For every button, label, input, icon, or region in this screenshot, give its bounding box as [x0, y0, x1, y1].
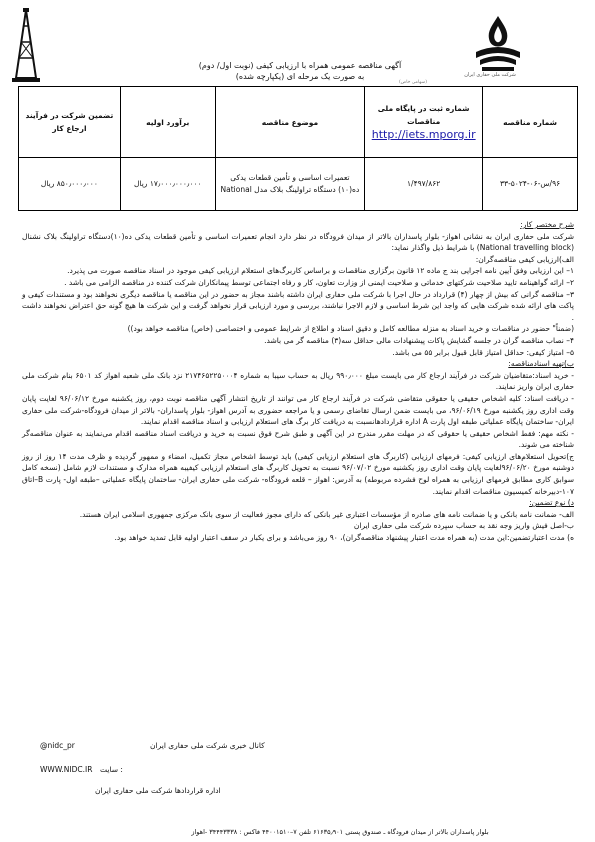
tender-table — [18, 86, 578, 211]
notice-body — [22, 219, 574, 544]
section-brief-heading: شرح مختصر کار: — [520, 220, 574, 229]
logo-caption: شرکت ملی حفاری ایران — [464, 72, 516, 78]
guarantee-validity: ه) مدت اعتبارتضمین:این مدت (به همراه مدت اعتبار پیشنهاد مناقصه‌گران)، ۹۰ روز می‌باشد و برای یکبار در سقف اعتبار اولیه قابل تمدید خواهد بود. — [114, 533, 574, 543]
footer-address: بلوار پاسداران بالاتر از میدان فرودگاه ـ صندوق پستی ۶۱۶۳۵٫۹۰۱ تلفن ۷–۴۴۰۰۱۵۱۰ فاکس : ۳۴۴۴۳۳۳۸ -اهواز — [191, 828, 489, 836]
header-guarantee: تضمین شرکت در فرآیند ارجاع کار — [19, 87, 121, 158]
condition-2: ۲– ارائه گواهینامه تایید صلاحیت شرکتهای خدماتی و صلاحیت ایمنی از وزارت تعاون، کار و رفاه اجتماعی توسط پیمانکاران شرکت کننده در مناقصه الزامی می باشد . — [64, 277, 574, 287]
company-logo-icon — [468, 12, 528, 76]
condition-note: (ضمناً" حضور در مناقصات و خرید اسناد به منزله مطالعه کامل و دقیق اسناد و اطلاع از شرایط عمومی و اختصاصی (خاص) مناقصه خواهد بود)) — [127, 324, 574, 334]
condition-1: ۱– این ارزیابی وفق آیین نامه اجرایی بند ج ماده ۱۲ قانون برگزاری مناقصات و براساس کاربرگ‌های استعلام ارزیابی کیفی موجود در اسناد مناقصه صورت می پذیرد. — [67, 266, 574, 276]
drilling-rig-icon — [8, 8, 44, 84]
title-line-1: آگهی مناقصه عمومی همراه با ارزیابی کیفی (نوبت اول/ دوم) — [198, 61, 402, 70]
logo-caption-small: (سهامی خاص) — [399, 80, 427, 85]
cell-tender-number: ۹۶/س-۰۶-۵۰۲۴-۳۳ — [483, 158, 578, 211]
condition-4: ۴– نصاب مناقصه گران در جلسه گشایش پاکات پیشنهادات مالی حداقل سه(۳) مناقصه گر می باشد. — [264, 335, 574, 345]
header-registration — [365, 87, 483, 158]
condition-3: ۳– مناقصه گرانی که بیش از چهار (۴) قرارداد در حال اجرا با شرکت ملی حفاری ایران داشته باشند مجاز به حضور در این مناقصه یا مناقصه دیگری نخواهند بود و مستندات کیفی و پاکت های ارائه شده شرکت هایی که واجد این شرط اساسی و لازم الاجرا نباشند، بررسی و مورد ارزیابی قرار نخواهد گرفت و این شرکت ها هیچ گونه حق اعتراض نخواهند داشت . — [22, 289, 574, 322]
cell-guarantee: ۸۵۰٫۰۰۰٫۰۰۰ ریال — [19, 158, 121, 211]
table-header-row — [19, 87, 578, 158]
section-a-heading: الف)ارزیابی کیفی مناقصه‌گران: — [475, 254, 574, 264]
iets-link[interactable]: http://iets.mporg.ir — [371, 128, 476, 141]
notice-title — [150, 60, 450, 82]
title-line-2: به صورت یک مرحله ای (یکپارچه شده) — [235, 72, 365, 81]
header-registration-label: شماره ثبت در پایگاه ملی مناقصات — [377, 104, 470, 126]
telegram-label: کانال خبری شرکت ملی حفاری ایران — [150, 741, 265, 750]
telegram-handle[interactable]: @nidc_pr — [40, 741, 75, 750]
section-b-heading: ب)تهیه اسنادمناقصه: — [508, 359, 574, 369]
guarantee-type-a: الف- ضمانت نامه بانکی و یا ضمانت نامه های صادره از مؤسسات اعتباری غیر بانکی که دارای مجوز فعالیت از سوی بانک مرکزی جمهوری اسلامی ایران هستند. — [79, 509, 574, 519]
cell-subject: تعمیرات اساسی و تأمین قطعات یدکی ده(۱۰) دستگاه تراولینگ بلاک مدل National — [215, 158, 365, 211]
site-url[interactable]: WWW.NIDC.IR — [40, 765, 93, 774]
purchase-documents: - خرید اسناد:متقاضیان شرکت در فرآیند ارجاع کار می بایست مبلغ ۹۹۰٫۰۰۰ ریال به حساب سیبا به شماره ۲۱۷۴۶۵۲۲۵۰۰۰۴ نزد بانک ملی شعبه اهواز کد ۶۵۰۱ بنام شرکت ملی حفاری ایران واریز نمایند. — [22, 370, 574, 392]
guarantee-type-b: ب-اصل فیش واریز وجه نقد به حساب سپرده شرکت ملی حفاری ایران — [353, 521, 574, 531]
header-estimate: برآورد اولیه — [120, 87, 215, 158]
condition-5: ۵– امتیاز کیفی: حداقل امتیاز قابل قبول برابر ۵۵ می باشد. — [392, 347, 574, 357]
table-row — [19, 158, 578, 211]
header-subject: موضوع مناقصه — [215, 87, 365, 158]
important-note: - نکته مهم: فقط اشخاص حقیقی یا حقوقی که در مهلت مقرر مندرج در این آگهی و طبق شرح فوق نسبت به خرید و دریافت اسناد مناقصه اقدام می‌نمایند به عنوان مناقصه‌گر شناخته می شوند. — [22, 428, 574, 450]
section-d-heading: د) نوع تضمین: — [529, 498, 574, 508]
cell-registration-number: ۱/۴۹۷/۸۶۲ — [365, 158, 483, 211]
section-c-delivery: ج)تحویل استعلام‌های ارزیابی کیفی: فرمهای ارزیابی (کاربرگ های استعلام ارزیابی کیفی) باید توسط اشخاص مجاز تکمیل، امضاء و ممهور گردیده و ظرف مدت ۱۴ روز از روز دوشنبه مورخ ۹۶/۰۶/۲۰لغایت پایان وقت اداری روز یکشنبه مورخ ۹۶/۰۷/۰۲ نسبت به تحویل کاربرگ های استعلام ارزیابی کیفیبه همراه مدارک و مستندات لازم شامل (نسخه کامل سوابق کاری مطابق فرمهای ارزیابی به همراه لوح فشرده مربوطه) به آدرس: اهواز – قلعه فرودگاه- شرکت ملی حفاری ایران- ساختمان پایگاه عملیاتی –طبقه اول- پارت B–اتاق ۱۰۷-دبیرخانه کمیسیون مناقصات اقدام نمایند. — [22, 451, 574, 496]
site-label: : سایت — [100, 765, 123, 774]
header-tender-number: شماره مناقصه — [483, 87, 578, 158]
department-name: اداره قراردادها شرکت ملی حفاری ایران — [95, 786, 221, 795]
brief-description: شرکت ملی حفاری ایران به نشانی اهواز- بلوار پاسداران بالاتر از میدان فرودگاه در نظر دارد انجام تعمیرات اساسی و تأمین قطعات یدکی ده(۱۰)دستگاه تراولینگ بلاک نشنال (National travelling block) با شرایط ذیل واگذار نماید: — [22, 231, 574, 253]
cell-estimate: ۱۷٫۰۰۰٫۰۰۰٫۰۰۰ ریال — [120, 158, 215, 211]
receive-documents: - دریافت اسناد: کلیه اشخاص حقیقی یا حقوقی متقاضی شرکت در فرآیند ارجاع کار می توانند از تاریخ انتشار آگهی مناقصه نوبت دوم، روز یکشنبه مورخ ۹۶/۰۶/۱۲ لغایت پایان وقت اداری روز یکشنبه مورخ ۹۶/۰۶/۱۹، می بایست ضمن ارسال تقاضای رسمی و یا مراجعه حضوری به آدرس اهواز- بلوار پاسداران- بالاتر از میدان فرودگاه-شرکت ملی حفاری ایران- ساختمان پایگاه عملیاتی طبقه اول پارت A اداره قراردادهانسبت به دریافت کار برگ های استعلام ارزیابی و اسناد مناقصه اقدام نمایند. — [22, 393, 574, 427]
